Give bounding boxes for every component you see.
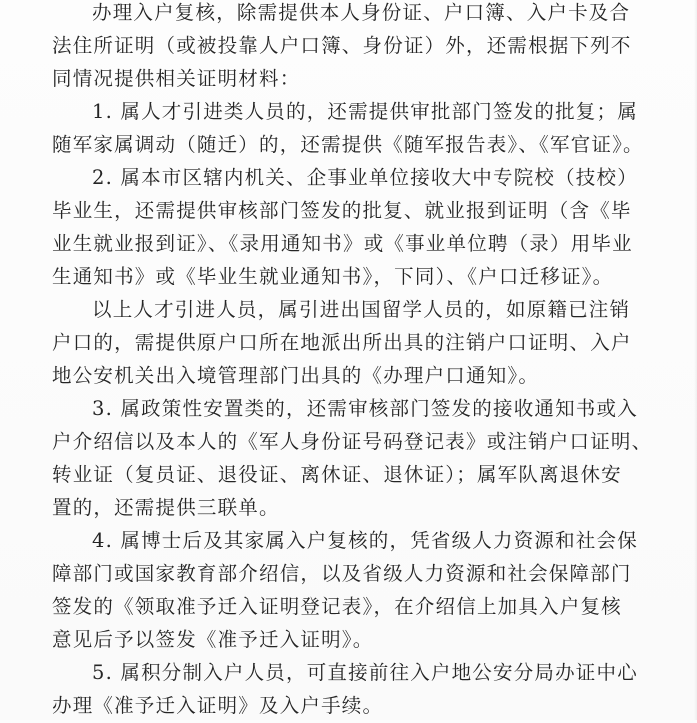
text-line: 生通知书》或《毕业生就业通知书》，下同）、《户口迁移证》。 <box>52 265 614 288</box>
text-line: 2. 属本市区辖内机关、企事业单位接收大中专院校（技校） <box>92 166 638 189</box>
text-line: 4. 属博士后及其家属入户复核的，凭省级人力资源和社会保 <box>92 529 638 552</box>
text-line: 1. 属人才引进类人员的，还需提供审批部门签发的批复；属 <box>92 100 638 123</box>
text-line: 法住所证明（或被投靠人户口簿、身份证）外，还需根据下列不 <box>52 34 632 57</box>
text-line: 置的，还需提供三联单。 <box>52 496 280 519</box>
text-line: 户介绍信以及本人的《军人身份证号码登记表》或注销户口证明、 <box>52 430 653 453</box>
text-line: 同情况提供相关证明材料： <box>52 67 301 90</box>
text-line: 意见后予以签发《准予迁入证明》。 <box>52 628 374 651</box>
text-line: 3. 属政策性安置类的，还需审核部门签发的接收通知书或入 <box>92 397 638 420</box>
text-line: 以上人才引进人员，属引进出国留学人员的，如原籍已注销 <box>92 298 631 321</box>
text-line: 5. 属积分制入户人员，可直接前往入户地公安分局办证中心 <box>92 661 638 684</box>
text-line: 地公安机关出入境管理部门出具的《办理户口通知》。 <box>52 364 540 387</box>
text-line: 毕业生，还需提供审核部门签发的批复、就业报到证明（含《毕 <box>52 199 632 222</box>
text-line: 办理入户复核，除需提供本人身份证、户口簿、入户卡及合 <box>92 1 631 24</box>
text-line: 转业证（复员证、退役证、离休证、退休证）；属军队离退休安 <box>52 463 622 486</box>
text-line: 障部门或国家教育部介绍信，以及省级人力资源和社会保障部门 <box>52 562 632 585</box>
text-line: 签发的《领取准予迁入证明登记表》，在介绍信上加具入户复核 <box>52 595 622 618</box>
text-line: 办理《准予迁入证明》及入户手续。 <box>52 694 384 717</box>
text-line: 业生就业报到证》、《录用通知书》或《事业单位聘（录）用毕业 <box>52 232 633 255</box>
text-line: 随军家属调动（随迁）的，还需提供《随军报告表》、《军官证》。 <box>52 133 644 156</box>
text-line: 户口的，需提供原户口所在地派出所出具的注销户口证明、入户 <box>52 331 632 354</box>
